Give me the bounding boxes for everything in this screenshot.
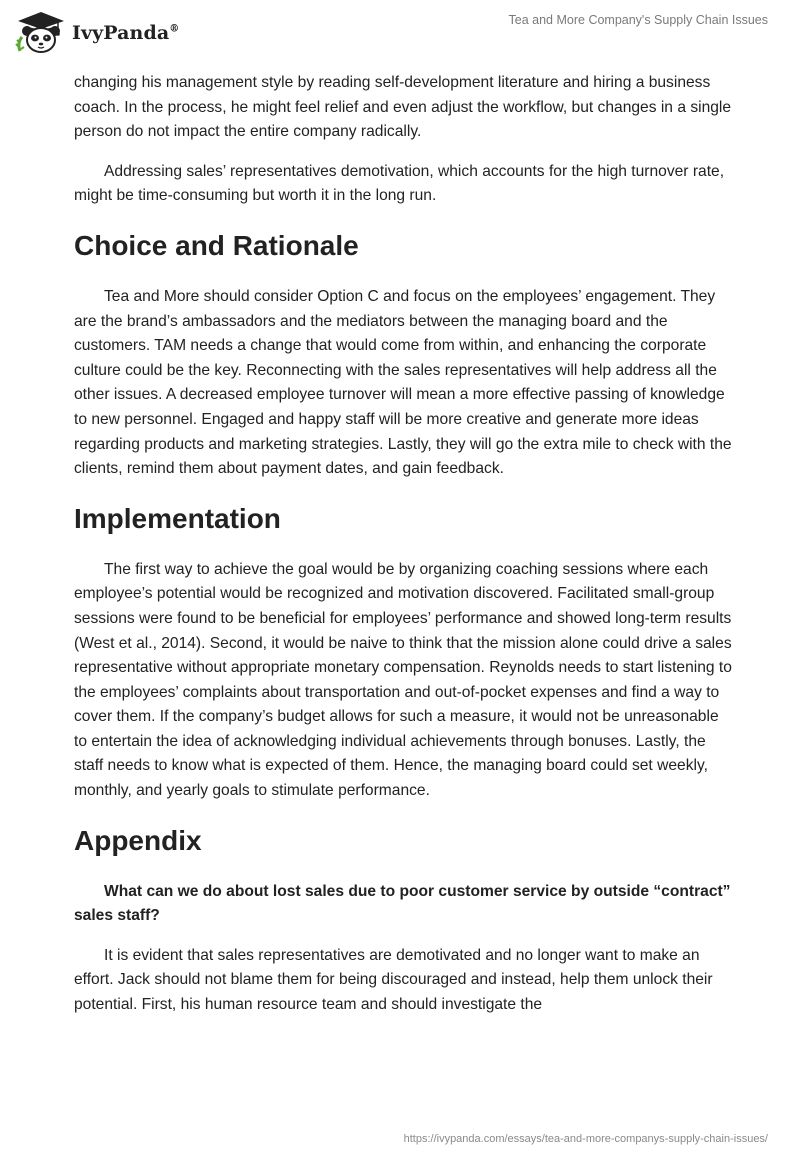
heading-choice-and-rationale: Choice and Rationale [74, 229, 359, 261]
paragraph-implementation: The first way to achieve the goal would be by organizing coaching sessions where each employee’s potential would be recognized and motivation discovered. Facilitated small-group sessions were found to be beneficial for employees’ performance and showed long-term results (West et al., 2014). Second, it would be naive to think that the mission alone could drive a sales representative without appropriate monetary compensation. Reynolds needs to start listening to the employees’ complaints about transportation and out-of-pocket expenses and find a way to cover them. If the company’s budget allows for such a measure, it would not be unreasonable to entertain the idea of acknowledging individual achievements through bonuses. Lastly, the staff needs to know what is expected of them. Hence, the managing board could set weekly, monthly, and yearly goals to stimulate performance. [74, 560, 732, 800]
heading-appendix: Appendix [74, 824, 202, 856]
registered-mark: ® [169, 23, 180, 35]
panda-graduate-icon [14, 9, 68, 55]
appendix-question: What can we do about lost sales due to poor customer service by outside “contract” sales staff? [74, 882, 731, 925]
paragraph-choice: Tea and More should consider Option C and focus on the employees’ engagement. They are the brand’s ambassadors and the mediators between the managing board and the customers. TAM needs a change that would come from within, and enhancing the corporate culture could be the key. Reconnecting with the sales representatives will help address all the other issues. A decreased employee turnover will mean a more effective passing of knowledge to new personnel. Engaged and happy staff will be more creative and generate more ideas regarding products and marketing strategies. Lastly, they will go the extra mile to check with the clients, remind them about payment dates, and gain feedback. [74, 287, 732, 478]
document-running-title: Tea and More Company's Supply Chain Issues [508, 13, 768, 27]
ivypanda-logo[interactable] [14, 9, 179, 55]
paragraph-demotivation: Addressing sales’ representatives demotivation, which accounts for the high turnover rate, might be time-consuming but worth it in the long run. [74, 162, 725, 205]
heading-implementation: Implementation [74, 502, 281, 534]
page-header [0, 0, 800, 64]
brand-name: IvyPanda® [72, 22, 180, 44]
paragraph-appendix-answer: It is evident that sales representatives are demotivated and no longer want to make an effort. Jack should not blame them for being discouraged and instead, help them unlock their potential. First, his human resource team and should investigate the [74, 946, 713, 1014]
source-url[interactable]: https://ivypanda.com/essays/tea-and-more-companys-supply-chain-issues/ [403, 1133, 768, 1145]
document-body [74, 71, 734, 1033]
paragraph-continued: changing his management style by reading self-development literature and hiring a business coach. In the process, he might feel relief and even adjust the workflow, but changes in a single person do not impact the entire company radically. [74, 74, 732, 141]
